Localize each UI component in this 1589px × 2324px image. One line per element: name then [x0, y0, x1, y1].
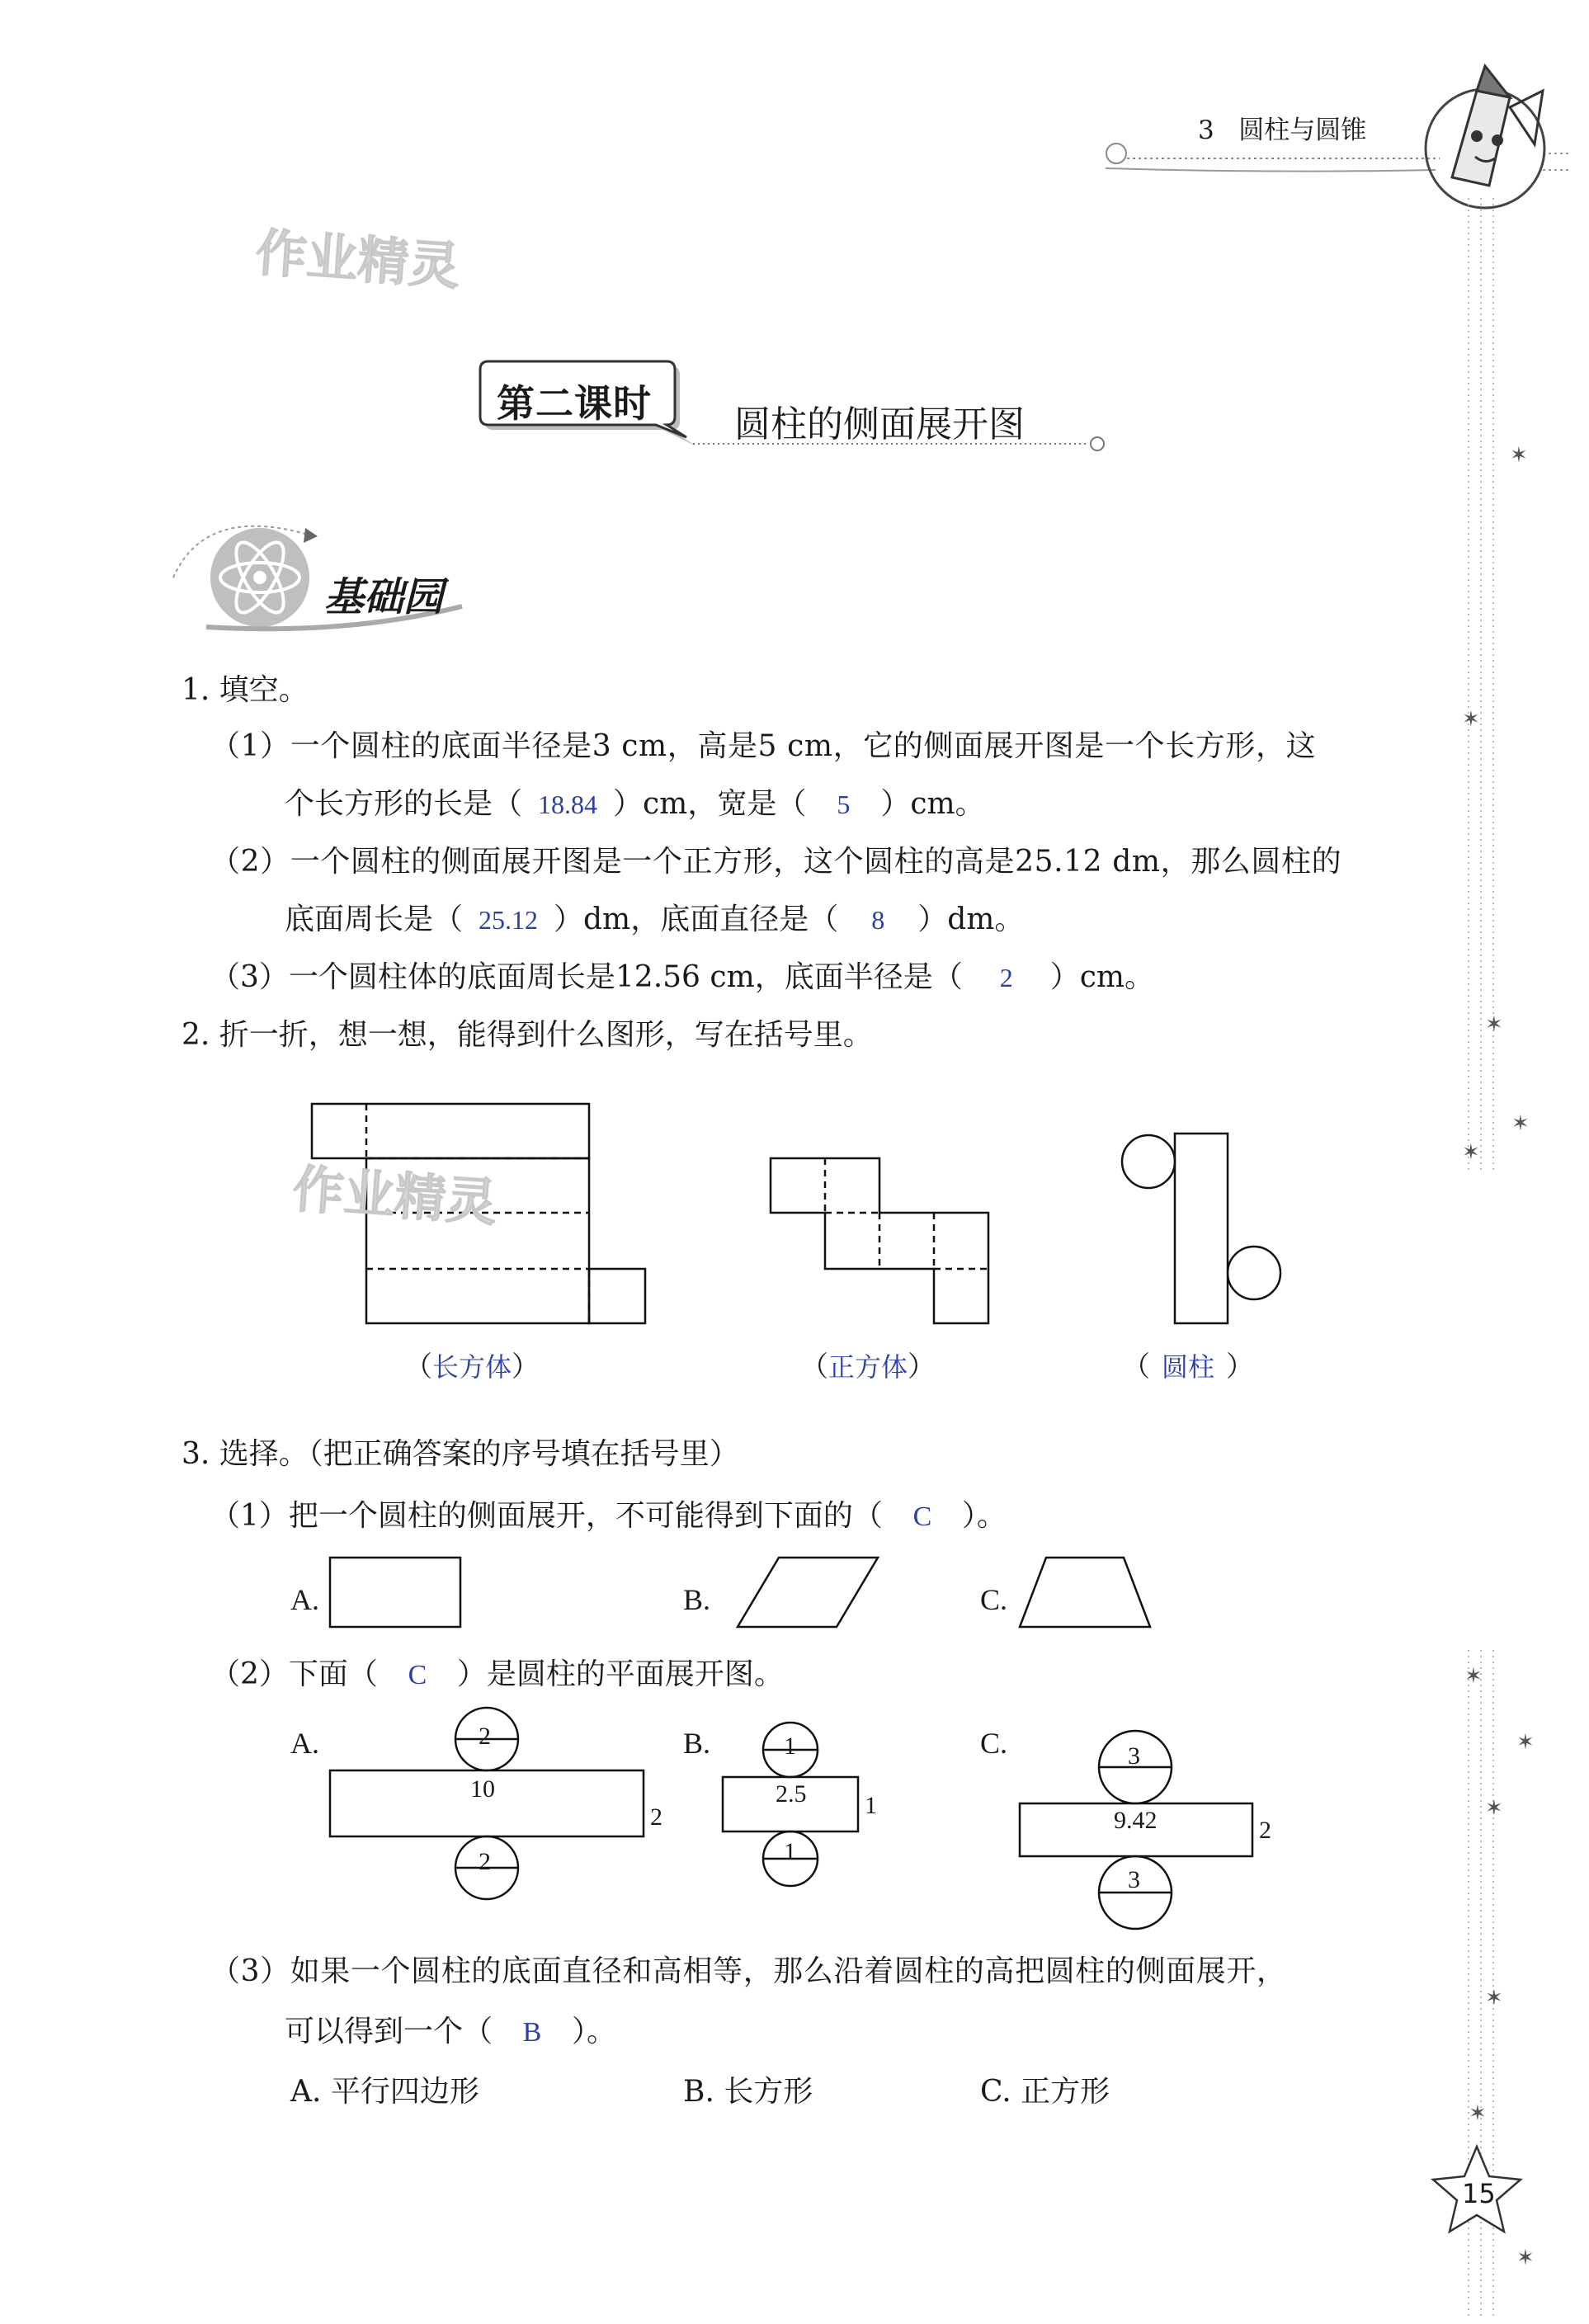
- svg-text:✶: ✶: [1516, 2246, 1535, 2270]
- q3-p3-line2: [285, 2017, 616, 2047]
- q3-p2-line: [210, 1657, 784, 1691]
- q3-p3-answer[interactable]: B: [522, 2017, 542, 2048]
- svg-text:✶: ✶: [1469, 2101, 1487, 2126]
- q2-open-paren-1: （: [404, 1351, 432, 1384]
- svg-text:✶: ✶: [1464, 1664, 1483, 1689]
- q3-p1-answer[interactable]: C: [912, 1501, 932, 1532]
- net-b-rect-label: 2.5: [776, 1780, 807, 1808]
- q2-close-paren-1: ）: [512, 1351, 540, 1384]
- q3-title: 3. 选择。（把正确答案的序号填在括号里）: [182, 1437, 739, 1471]
- q1-p2-text-a: 底面周长是（: [285, 903, 464, 936]
- net-c-bottom-label: 3: [1128, 1866, 1140, 1893]
- q2-answer-cuboid[interactable]: 长方体: [432, 1351, 512, 1383]
- net-a-rect-label: 10: [470, 1775, 495, 1803]
- q3-p3-option-b: B. 长方形: [683, 2075, 813, 2109]
- star-icons: [1462, 443, 1535, 2270]
- net-c-side-label: 2: [1259, 1817, 1271, 1844]
- svg-text:✶: ✶: [1485, 1796, 1503, 1821]
- q3-p2-text-b: ）是圆柱的平面展开图。: [456, 1657, 784, 1691]
- q2-answer-2: [800, 1351, 936, 1384]
- net-b-side-label: 1: [865, 1792, 877, 1819]
- q1-p1-text-c: ）cm。: [880, 787, 985, 821]
- q1-p1-line1: （1）一个圆柱的底面半径是3 cm，高是5 cm，它的侧面展开图是一个长方形，这: [210, 729, 1317, 763]
- q2-title: 2. 折一折，想一想，能得到什么图形，写在括号里。: [182, 1018, 873, 1052]
- svg-text:✶: ✶: [1516, 1730, 1535, 1755]
- header-decoration: [1106, 144, 1572, 172]
- q3-1-shapes: [330, 1558, 1150, 1627]
- q1-p3-text-b: ）cm。: [1049, 960, 1155, 994]
- trapezoid-shape: [1020, 1558, 1150, 1627]
- q3-p1-option-b: B.: [683, 1583, 711, 1616]
- net-b-bottom-label: 1: [784, 1838, 796, 1865]
- svg-text:✶: ✶: [1462, 707, 1480, 732]
- q3-p2-text-a: （2）下面（: [210, 1657, 378, 1691]
- watermark-top: 作业精灵: [253, 222, 462, 297]
- q3-p1-option-c: C.: [980, 1583, 1008, 1616]
- net-a-bottom-label: 2: [479, 1848, 491, 1875]
- q3-p1-text-b: ）。: [961, 1499, 1007, 1533]
- watermark-middle: 作业精灵: [290, 1158, 499, 1233]
- q3-p3-line1: （3）如果一个圆柱的底面直径和高相等，那么沿着圆柱的高把圆柱的侧面展开，: [210, 1954, 1287, 1988]
- parallelogram-shape: [738, 1558, 878, 1627]
- q2-close-paren-2: ）: [908, 1351, 936, 1384]
- net-c-rect-label: 9.42: [1114, 1807, 1158, 1834]
- q3-p2-option-b: B.: [683, 1727, 711, 1760]
- q1-p3-answer-radius[interactable]: 2: [999, 963, 1013, 992]
- rectangle-shape: [330, 1558, 460, 1627]
- q1-p2-answer-perimeter[interactable]: 25.12: [479, 905, 539, 935]
- q3-p2-option-c: C.: [980, 1727, 1008, 1760]
- q2-close-paren-3: ）: [1226, 1351, 1255, 1384]
- net-a-side-label: 2: [650, 1803, 662, 1831]
- net-a-top-label: 2: [479, 1723, 491, 1750]
- q3-p2-answer[interactable]: C: [408, 1660, 427, 1690]
- q3-p3-option-a: A. 平行四边形: [290, 2075, 479, 2109]
- q3-p2-option-a: A.: [290, 1727, 319, 1760]
- q1-p2-text-b: ）dm，底面直径是（: [554, 903, 839, 936]
- q1-title: 1. 填空。: [182, 673, 309, 707]
- q1-p2-line2: [285, 905, 1024, 935]
- chapter-header: 3 圆柱与圆锥: [1198, 115, 1367, 145]
- q1-p3-text-a: （3）一个圆柱体的底面周长是12.56 cm，底面半径是（: [210, 960, 963, 994]
- net-c-top-label: 3: [1128, 1742, 1140, 1770]
- section-title: 基础园: [324, 574, 444, 620]
- svg-text:✶: ✶: [1462, 1140, 1480, 1165]
- svg-text:✶: ✶: [1510, 443, 1528, 468]
- q1-p3-line: [210, 960, 1155, 994]
- q2-open-paren-2: （: [800, 1351, 828, 1384]
- pencil-mascot-icon: [1426, 66, 1544, 208]
- q2-answer-1: [404, 1351, 540, 1384]
- q3-p1-line: [210, 1501, 1007, 1531]
- q3-p1-text-a: （1）把一个圆柱的侧面展开，不可能得到下面的（: [210, 1499, 883, 1533]
- lesson-badge-label: 第二课时: [497, 381, 652, 426]
- q2-open-paren-3: （: [1122, 1351, 1150, 1384]
- lesson-title: 圆柱的侧面展开图: [734, 403, 1025, 445]
- q2-answer-3: [1122, 1351, 1255, 1384]
- cube-net: [771, 1158, 988, 1323]
- q2-answer-cube[interactable]: 正方体: [828, 1351, 908, 1383]
- q3-p1-option-a: A.: [290, 1583, 319, 1616]
- net-b-top-label: 1: [784, 1732, 796, 1760]
- q1-p1-answer-length[interactable]: 18.84: [538, 790, 598, 819]
- q1-p2-line1: （2）一个圆柱的侧面展开图是一个正方形，这个圆柱的高是25.12 dm，那么圆柱的: [210, 845, 1342, 879]
- svg-text:✶: ✶: [1485, 1012, 1503, 1037]
- q3-p3-text-b: ）。: [572, 2015, 617, 2048]
- q1-p1-text-a: 个长方形的长是（: [285, 787, 523, 821]
- q1-p1-line2: [285, 787, 985, 821]
- q1-p1-text-b: ）cm，宽是（: [613, 787, 807, 821]
- q3-p3-text-a: 可以得到一个（: [285, 2015, 493, 2048]
- svg-text:✶: ✶: [1511, 1111, 1530, 1136]
- svg-text:✶: ✶: [1485, 1986, 1503, 2011]
- q3-p3-option-c: C. 正方形: [980, 2075, 1110, 2109]
- page-number: 15: [1462, 2178, 1496, 2209]
- q1-p1-answer-width[interactable]: 5: [837, 790, 851, 819]
- cylinder-net: [1122, 1134, 1280, 1323]
- q1-p2-text-c: ）dm。: [917, 903, 1025, 936]
- q2-answer-cylinder[interactable]: 圆柱: [1162, 1351, 1215, 1383]
- q1-p2-answer-diameter[interactable]: 8: [871, 905, 885, 935]
